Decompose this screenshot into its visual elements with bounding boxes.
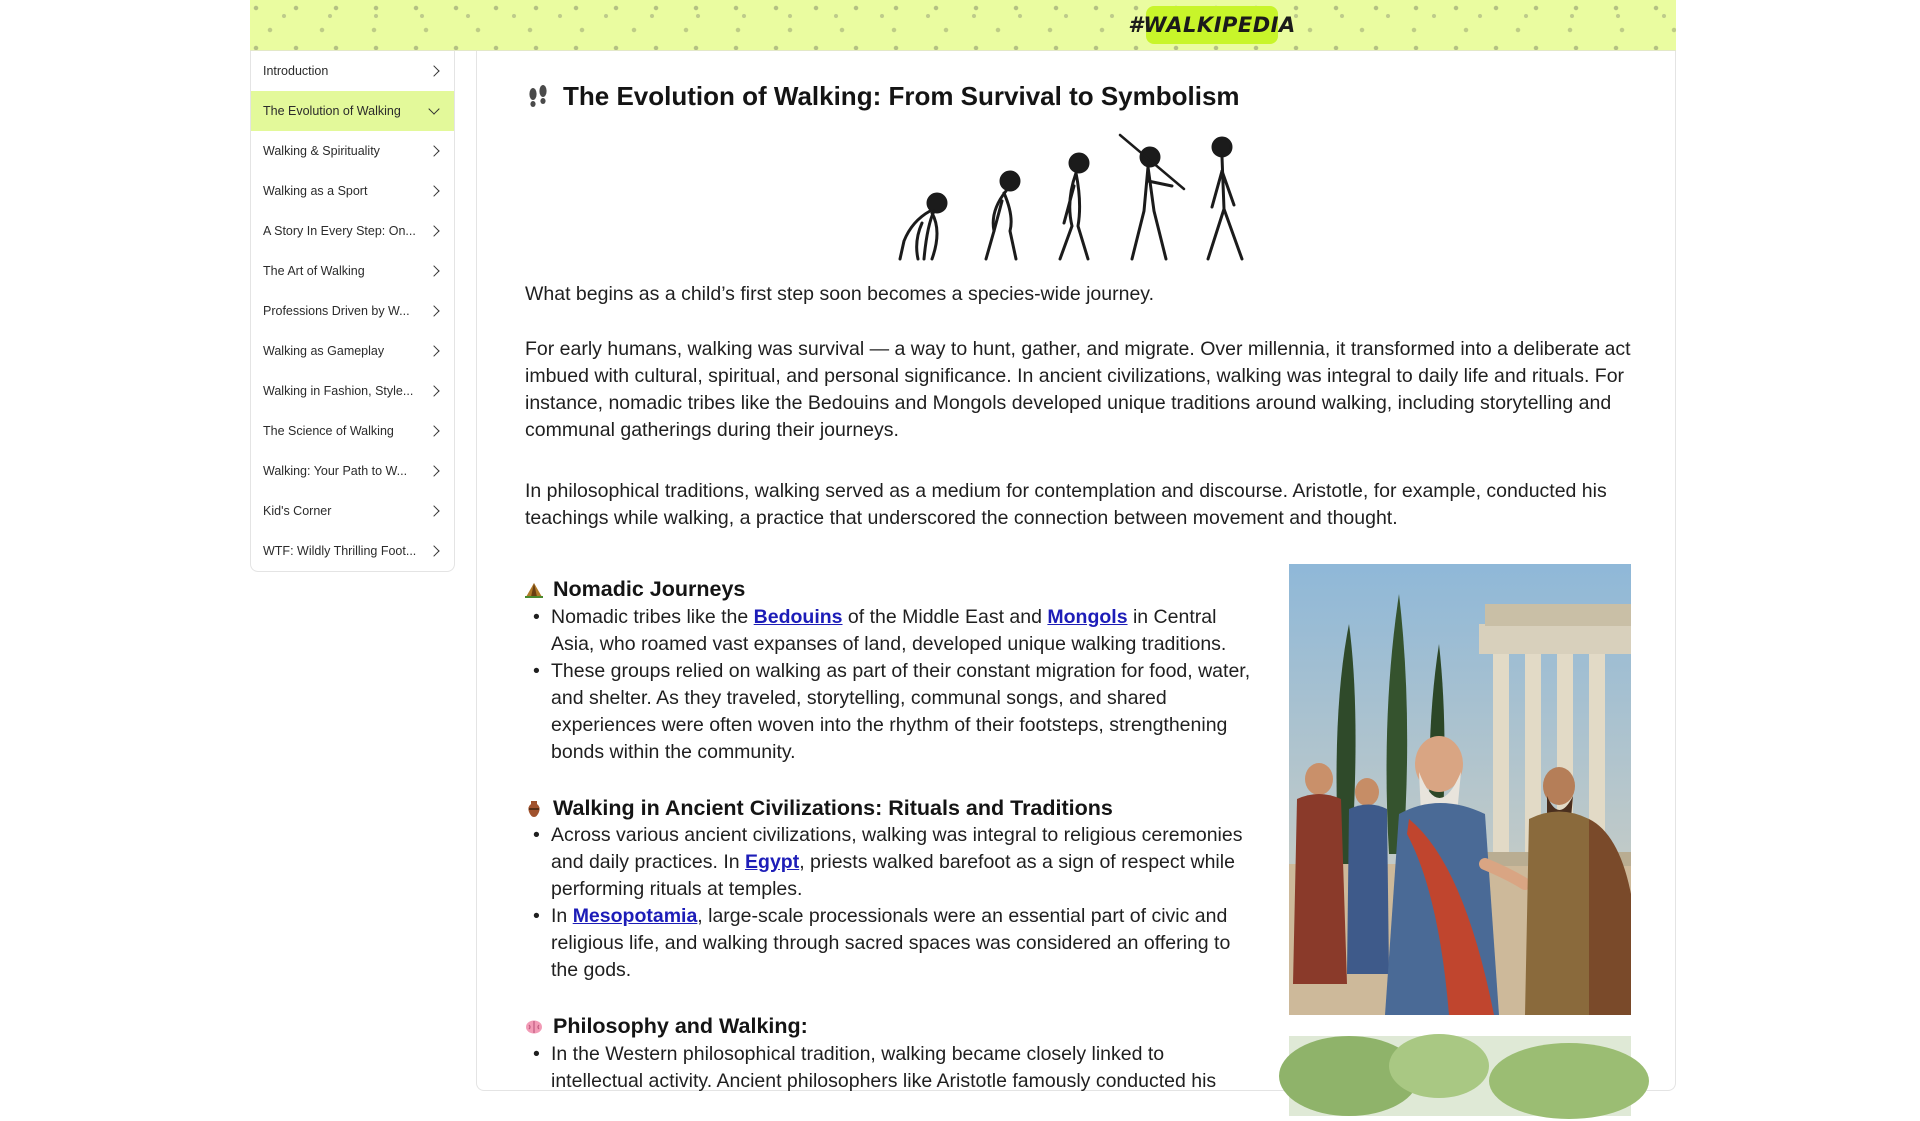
sidebar-item-wtf[interactable] <box>251 531 454 571</box>
bullet-text: , priests walked barefoot as a sign of respect while performing rituals at temples. <box>551 851 1235 900</box>
sidebar-item-label: The Science of Walking <box>263 424 394 438</box>
chevron-right-icon <box>428 265 439 276</box>
sidebar-item-label: Walking as Gameplay <box>263 344 385 358</box>
sidebar-item-label: Walking: Your Path to W... <box>263 464 408 478</box>
sidebar-item-science[interactable] <box>251 411 454 451</box>
list-item: • These groups relied on walking as part of their constant migration for food, water, and shelter. As they traveled, storytelling, communal songs, and shared experiences were often woven into the rhythm of their footsteps, strengthening bonds within the community. <box>525 658 1255 766</box>
sidebar-item-path[interactable] <box>251 451 454 491</box>
bullet-text: of the Middle East and <box>842 606 1048 628</box>
bullet-text: Nomadic tribes like the <box>551 606 754 628</box>
sidebar-item-story[interactable] <box>251 211 454 251</box>
sidebar-item-label: Kid's Corner <box>263 504 332 518</box>
list-item: • In the Western philosophical tradition, walking became closely linked to intellectual activity. Ancient philosophers like Aristotle famously conducted his <box>525 1041 1255 1095</box>
sidebar-item-evolution-of-walking[interactable] <box>251 91 454 131</box>
footprints-icon <box>525 84 551 110</box>
intro-paragraph: What begins as a child’s first step soon becomes a species-wide journey. <box>525 283 1155 305</box>
sidebar-nav <box>250 51 455 572</box>
ancient-bullets <box>525 822 1255 984</box>
bullet-text: Across various ancient civilizations, walking was integral to religious ceremonies and daily practices. In <box>551 824 1243 873</box>
tent-icon <box>525 581 543 599</box>
bullet-text: in Central Asia, who roamed vast expanses of land, developed unique walking traditions. <box>551 606 1227 655</box>
sidebar-item-kids-corner[interactable] <box>251 491 454 531</box>
sidebar-item-label: Walking in Fashion, Style... <box>263 384 414 398</box>
section-title-text: Walking in Ancient Civilizations: Rituals and Traditions <box>553 796 1113 820</box>
brain-icon <box>525 1018 543 1036</box>
sidebar-item-sport[interactable] <box>251 171 454 211</box>
chevron-right-icon <box>428 385 439 396</box>
section-title-philosophy <box>525 1014 808 1039</box>
section-title-text: Nomadic Journeys <box>553 577 746 601</box>
chevron-right-icon <box>428 225 439 236</box>
philosophers-illustration <box>1289 564 1631 1015</box>
header-banner <box>250 0 1676 51</box>
bullet-text: In <box>551 905 573 927</box>
nomadic-bullets <box>525 604 1255 766</box>
mesopotamia-link[interactable]: Mesopotamia <box>572 905 698 927</box>
sidebar-item-art[interactable] <box>251 251 454 291</box>
walking-nature-illustration <box>1289 1036 1631 1116</box>
chevron-right-icon <box>428 505 439 516</box>
section-title-ancient <box>525 796 1113 821</box>
walkipedia-logo[interactable]: #WALKIPEDIA <box>1146 6 1278 44</box>
mongols-link[interactable]: Mongols <box>1047 606 1128 628</box>
article-panel <box>476 51 1676 1091</box>
sidebar-item-label: The Evolution of Walking <box>263 104 401 118</box>
chevron-right-icon <box>428 185 439 196</box>
section-title-text: Philosophy and Walking: <box>553 1014 808 1038</box>
sidebar-item-label: Introduction <box>263 64 329 78</box>
chevron-right-icon <box>428 425 439 436</box>
list-item <box>525 604 1255 658</box>
bullet-text: , large-scale processionals were an essential part of civic and religious life, and walking through sacred spaces was considered an offering to the gods. <box>551 905 1231 981</box>
chevron-right-icon <box>428 545 439 556</box>
article-title-text: The Evolution of Walking: From Survival to Symbolism <box>563 81 1240 111</box>
amphora-icon <box>525 800 543 818</box>
sidebar-item-professions[interactable] <box>251 291 454 331</box>
sidebar-item-label: Professions Driven by W... <box>263 304 410 318</box>
sidebar-item-spirituality[interactable] <box>251 131 454 171</box>
sidebar-item-introduction[interactable] <box>251 51 454 91</box>
sidebar-item-label: Walking as a Sport <box>263 184 368 198</box>
sidebar-item-label: WTF: Wildly Thrilling Foot... <box>263 544 417 558</box>
sidebar-item-label: Walking & Spirituality <box>263 144 380 158</box>
evolution-of-man-illustration <box>882 131 1272 266</box>
philosophy-paragraph: In philosophical traditions, walking served as a medium for contemplation and discourse. Aristotle, for example, conducted his teachings while walking, a practice that underscored the connection between movement and thought. <box>525 480 1607 529</box>
section-title-nomadic <box>525 577 745 602</box>
sidebar-item-gameplay[interactable] <box>251 331 454 371</box>
sidebar-item-label: The Art of Walking <box>263 264 365 278</box>
article-title <box>525 81 1240 112</box>
chevron-right-icon <box>428 345 439 356</box>
egypt-link[interactable]: Egypt <box>745 851 800 873</box>
philosophy-bullets <box>525 1041 1255 1095</box>
chevron-right-icon <box>428 145 439 156</box>
chevron-right-icon <box>428 65 439 76</box>
chevron-right-icon <box>428 305 439 316</box>
chevron-down-icon <box>428 103 439 114</box>
sidebar-item-label: A Story In Every Step: On... <box>263 224 416 238</box>
list-item <box>525 822 1255 903</box>
bedouins-link[interactable]: Bedouins <box>753 606 843 628</box>
list-item <box>525 903 1255 984</box>
sidebar-item-fashion[interactable] <box>251 371 454 411</box>
chevron-right-icon <box>428 465 439 476</box>
survival-paragraph: For early humans, walking was survival — a way to hunt, gather, and migrate. Over millennia, it transformed into a deliberate act imbued with cultural, spiritual, and personal significance. In ancient civilizations, walking was integral to daily life and rituals. For instance, nomadic tribes like the Bedouins and Mongols developed unique traditions around walking, including storytelling and communal gatherings during their journeys. <box>525 338 1631 441</box>
